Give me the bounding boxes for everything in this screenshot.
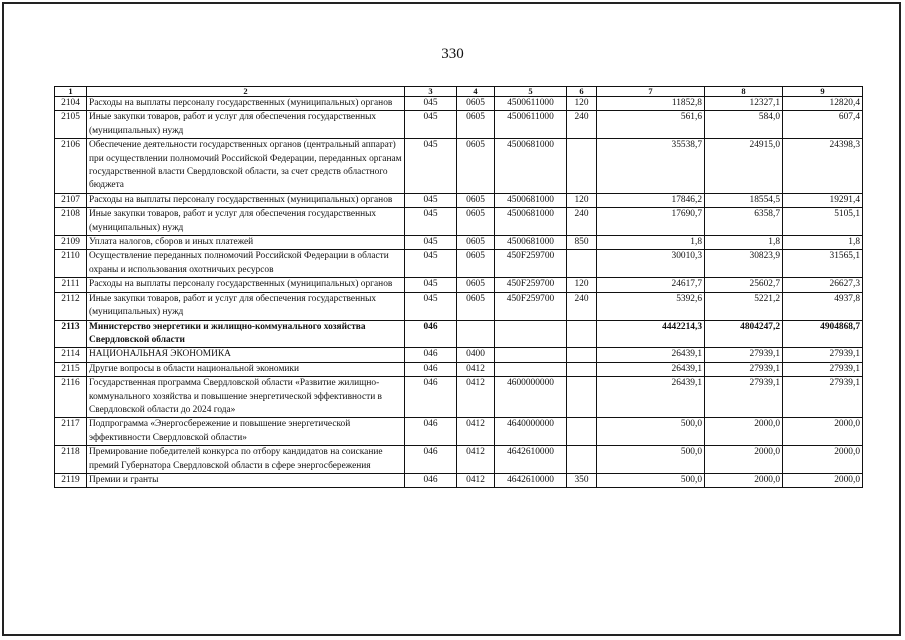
admin-code: 046	[405, 418, 457, 446]
column-header: 1	[55, 87, 87, 97]
section-code: 0605	[457, 250, 495, 278]
section-code: 0605	[457, 193, 495, 207]
amount-col7: 35538,7	[597, 139, 705, 194]
table-row	[55, 320, 863, 348]
amount-col7: 17690,7	[597, 208, 705, 236]
amount-col9: 26627,3	[783, 278, 863, 292]
amount-col9: 19291,4	[783, 193, 863, 207]
target-code: 4600000000	[495, 377, 567, 418]
table-row	[55, 292, 863, 320]
amount-col7: 4442214,3	[597, 320, 705, 348]
amount-col9: 27939,1	[783, 348, 863, 362]
row-name: Государственная программа Свердловской области «Развитие жилищно-коммунального хозяйства и повышение энергетической эффективности в Свердловской области до 2024 года»	[87, 377, 405, 418]
section-code: 0605	[457, 97, 495, 111]
row-number: 2109	[55, 236, 87, 250]
expense-type	[567, 139, 597, 194]
section-code	[457, 320, 495, 348]
row-number: 2115	[55, 362, 87, 376]
column-header: 3	[405, 87, 457, 97]
admin-code: 045	[405, 139, 457, 194]
expense-type: 240	[567, 111, 597, 139]
section-code: 0412	[457, 377, 495, 418]
amount-col7: 500,0	[597, 446, 705, 474]
admin-code: 045	[405, 278, 457, 292]
budget-table	[54, 86, 863, 488]
admin-code: 046	[405, 362, 457, 376]
admin-code: 045	[405, 292, 457, 320]
section-code: 0605	[457, 139, 495, 194]
column-header: 5	[495, 87, 567, 97]
row-number: 2113	[55, 320, 87, 348]
table-body	[55, 97, 863, 488]
expense-type	[567, 348, 597, 362]
table-row	[55, 446, 863, 474]
amount-col8: 4804247,2	[705, 320, 783, 348]
admin-code: 045	[405, 208, 457, 236]
target-code: 4500681000	[495, 193, 567, 207]
table-row	[55, 362, 863, 376]
row-number: 2106	[55, 139, 87, 194]
row-number: 2114	[55, 348, 87, 362]
row-name: Расходы на выплаты персоналу государственных (муниципальных) органов	[87, 278, 405, 292]
target-code: 450F259700	[495, 292, 567, 320]
target-code: 4500681000	[495, 208, 567, 236]
expense-type	[567, 320, 597, 348]
amount-col7: 17846,2	[597, 193, 705, 207]
admin-code: 046	[405, 320, 457, 348]
amount-col8: 27939,1	[705, 348, 783, 362]
amount-col9: 27939,1	[783, 362, 863, 376]
target-code	[495, 348, 567, 362]
section-code: 0605	[457, 278, 495, 292]
row-name: Обеспечение деятельности государственных органов (центральный аппарат) при осуществлении полномочий Российской Федерации, переданных органам государственной власти Свердловской области, за счет средств областного бюджета	[87, 139, 405, 194]
amount-col8: 27939,1	[705, 377, 783, 418]
row-name: Расходы на выплаты персоналу государственных (муниципальных) органов	[87, 97, 405, 111]
admin-code: 045	[405, 97, 457, 111]
table-row	[55, 418, 863, 446]
target-code: 4640000000	[495, 418, 567, 446]
section-code: 0412	[457, 446, 495, 474]
amount-col7: 26439,1	[597, 348, 705, 362]
amount-col8: 27939,1	[705, 362, 783, 376]
amount-col7: 26439,1	[597, 377, 705, 418]
amount-col7: 1,8	[597, 236, 705, 250]
amount-col7: 5392,6	[597, 292, 705, 320]
amount-col9: 2000,0	[783, 418, 863, 446]
section-code: 0605	[457, 111, 495, 139]
amount-col8: 5221,2	[705, 292, 783, 320]
row-name: НАЦИОНАЛЬНАЯ ЭКОНОМИКА	[87, 348, 405, 362]
table-row	[55, 193, 863, 207]
section-code: 0412	[457, 418, 495, 446]
row-name: Уплата налогов, сборов и иных платежей	[87, 236, 405, 250]
row-number: 2105	[55, 111, 87, 139]
amount-col9: 12820,4	[783, 97, 863, 111]
admin-code: 046	[405, 446, 457, 474]
amount-col8: 24915,0	[705, 139, 783, 194]
section-code: 0412	[457, 473, 495, 487]
column-header: 9	[783, 87, 863, 97]
amount-col9: 2000,0	[783, 473, 863, 487]
amount-col8: 584,0	[705, 111, 783, 139]
amount-col9: 31565,1	[783, 250, 863, 278]
expense-type	[567, 418, 597, 446]
admin-code: 045	[405, 111, 457, 139]
expense-type: 120	[567, 97, 597, 111]
table-row	[55, 139, 863, 194]
row-number: 2107	[55, 193, 87, 207]
expense-type	[567, 362, 597, 376]
table-row	[55, 111, 863, 139]
expense-type	[567, 250, 597, 278]
expense-type: 240	[567, 208, 597, 236]
table-row	[55, 208, 863, 236]
admin-code: 045	[405, 250, 457, 278]
target-code	[495, 362, 567, 376]
target-code: 4642610000	[495, 446, 567, 474]
row-name: Иные закупки товаров, работ и услуг для обеспечения государственных (муниципальных) нужд	[87, 292, 405, 320]
expense-type	[567, 377, 597, 418]
expense-type: 120	[567, 193, 597, 207]
column-header: 4	[457, 87, 495, 97]
amount-col8: 6358,7	[705, 208, 783, 236]
admin-code: 046	[405, 348, 457, 362]
target-code: 4500681000	[495, 236, 567, 250]
admin-code: 046	[405, 377, 457, 418]
table-row	[55, 278, 863, 292]
amount-col7: 24617,7	[597, 278, 705, 292]
row-name: Осуществление переданных полномочий Российской Федерации в области охраны и использования охотничьих ресурсов	[87, 250, 405, 278]
amount-col8: 18554,5	[705, 193, 783, 207]
target-code: 450F259700	[495, 278, 567, 292]
target-code: 4642610000	[495, 473, 567, 487]
amount-col9: 24398,3	[783, 139, 863, 194]
amount-col8: 1,8	[705, 236, 783, 250]
amount-col9: 1,8	[783, 236, 863, 250]
expense-type	[567, 446, 597, 474]
target-code: 4500681000	[495, 139, 567, 194]
target-code: 4500611000	[495, 111, 567, 139]
expense-type: 850	[567, 236, 597, 250]
amount-col8: 12327,1	[705, 97, 783, 111]
amount-col7: 26439,1	[597, 362, 705, 376]
row-number: 2117	[55, 418, 87, 446]
column-header: 7	[597, 87, 705, 97]
row-name: Премии и гранты	[87, 473, 405, 487]
amount-col9: 4937,8	[783, 292, 863, 320]
row-name: Министерство энергетики и жилищно-коммунального хозяйства Свердловской области	[87, 320, 405, 348]
table-row	[55, 236, 863, 250]
row-number: 2111	[55, 278, 87, 292]
target-code: 450F259700	[495, 250, 567, 278]
row-name: Расходы на выплаты персоналу государственных (муниципальных) органов	[87, 193, 405, 207]
row-name: Иные закупки товаров, работ и услуг для обеспечения государственных (муниципальных) нужд	[87, 208, 405, 236]
section-code: 0605	[457, 236, 495, 250]
row-number: 2116	[55, 377, 87, 418]
section-code: 0605	[457, 292, 495, 320]
row-number: 2112	[55, 292, 87, 320]
row-name: Премирование победителей конкурса по отбору кандидатов на соискание премий Губернатора Свердловской области в сфере энергосбережения	[87, 446, 405, 474]
section-code: 0605	[457, 208, 495, 236]
table-row	[55, 250, 863, 278]
expense-type: 350	[567, 473, 597, 487]
amount-col8: 2000,0	[705, 446, 783, 474]
amount-col9: 607,4	[783, 111, 863, 139]
section-code: 0400	[457, 348, 495, 362]
amount-col7: 500,0	[597, 473, 705, 487]
admin-code: 045	[405, 236, 457, 250]
amount-col8: 30823,9	[705, 250, 783, 278]
row-number: 2110	[55, 250, 87, 278]
amount-col8: 2000,0	[705, 473, 783, 487]
target-code	[495, 320, 567, 348]
table-row	[55, 377, 863, 418]
page-number: 330	[441, 46, 464, 62]
target-code: 4500611000	[495, 97, 567, 111]
amount-col9: 2000,0	[783, 446, 863, 474]
amount-col8: 2000,0	[705, 418, 783, 446]
row-number: 2119	[55, 473, 87, 487]
amount-col7: 561,6	[597, 111, 705, 139]
row-name: Другие вопросы в области национальной экономики	[87, 362, 405, 376]
section-code: 0412	[457, 362, 495, 376]
row-number: 2104	[55, 97, 87, 111]
amount-col9: 27939,1	[783, 377, 863, 418]
column-header: 6	[567, 87, 597, 97]
admin-code: 046	[405, 473, 457, 487]
amount-col7: 11852,8	[597, 97, 705, 111]
column-header: 2	[87, 87, 405, 97]
amount-col9: 5105,1	[783, 208, 863, 236]
admin-code: 045	[405, 193, 457, 207]
amount-col7: 500,0	[597, 418, 705, 446]
header-row	[55, 87, 863, 97]
expense-type: 240	[567, 292, 597, 320]
row-number: 2108	[55, 208, 87, 236]
column-header: 8	[705, 87, 783, 97]
row-number: 2118	[55, 446, 87, 474]
table-row	[55, 97, 863, 111]
amount-col9: 4904868,7	[783, 320, 863, 348]
amount-col7: 30010,3	[597, 250, 705, 278]
expense-type: 120	[567, 278, 597, 292]
table-row	[55, 348, 863, 362]
table-row	[55, 473, 863, 487]
amount-col8: 25602,7	[705, 278, 783, 292]
row-name: Подпрограмма «Энергосбережение и повышение энергетической эффективности Свердловской области»	[87, 418, 405, 446]
row-name: Иные закупки товаров, работ и услуг для обеспечения государственных (муниципальных) нужд	[87, 111, 405, 139]
